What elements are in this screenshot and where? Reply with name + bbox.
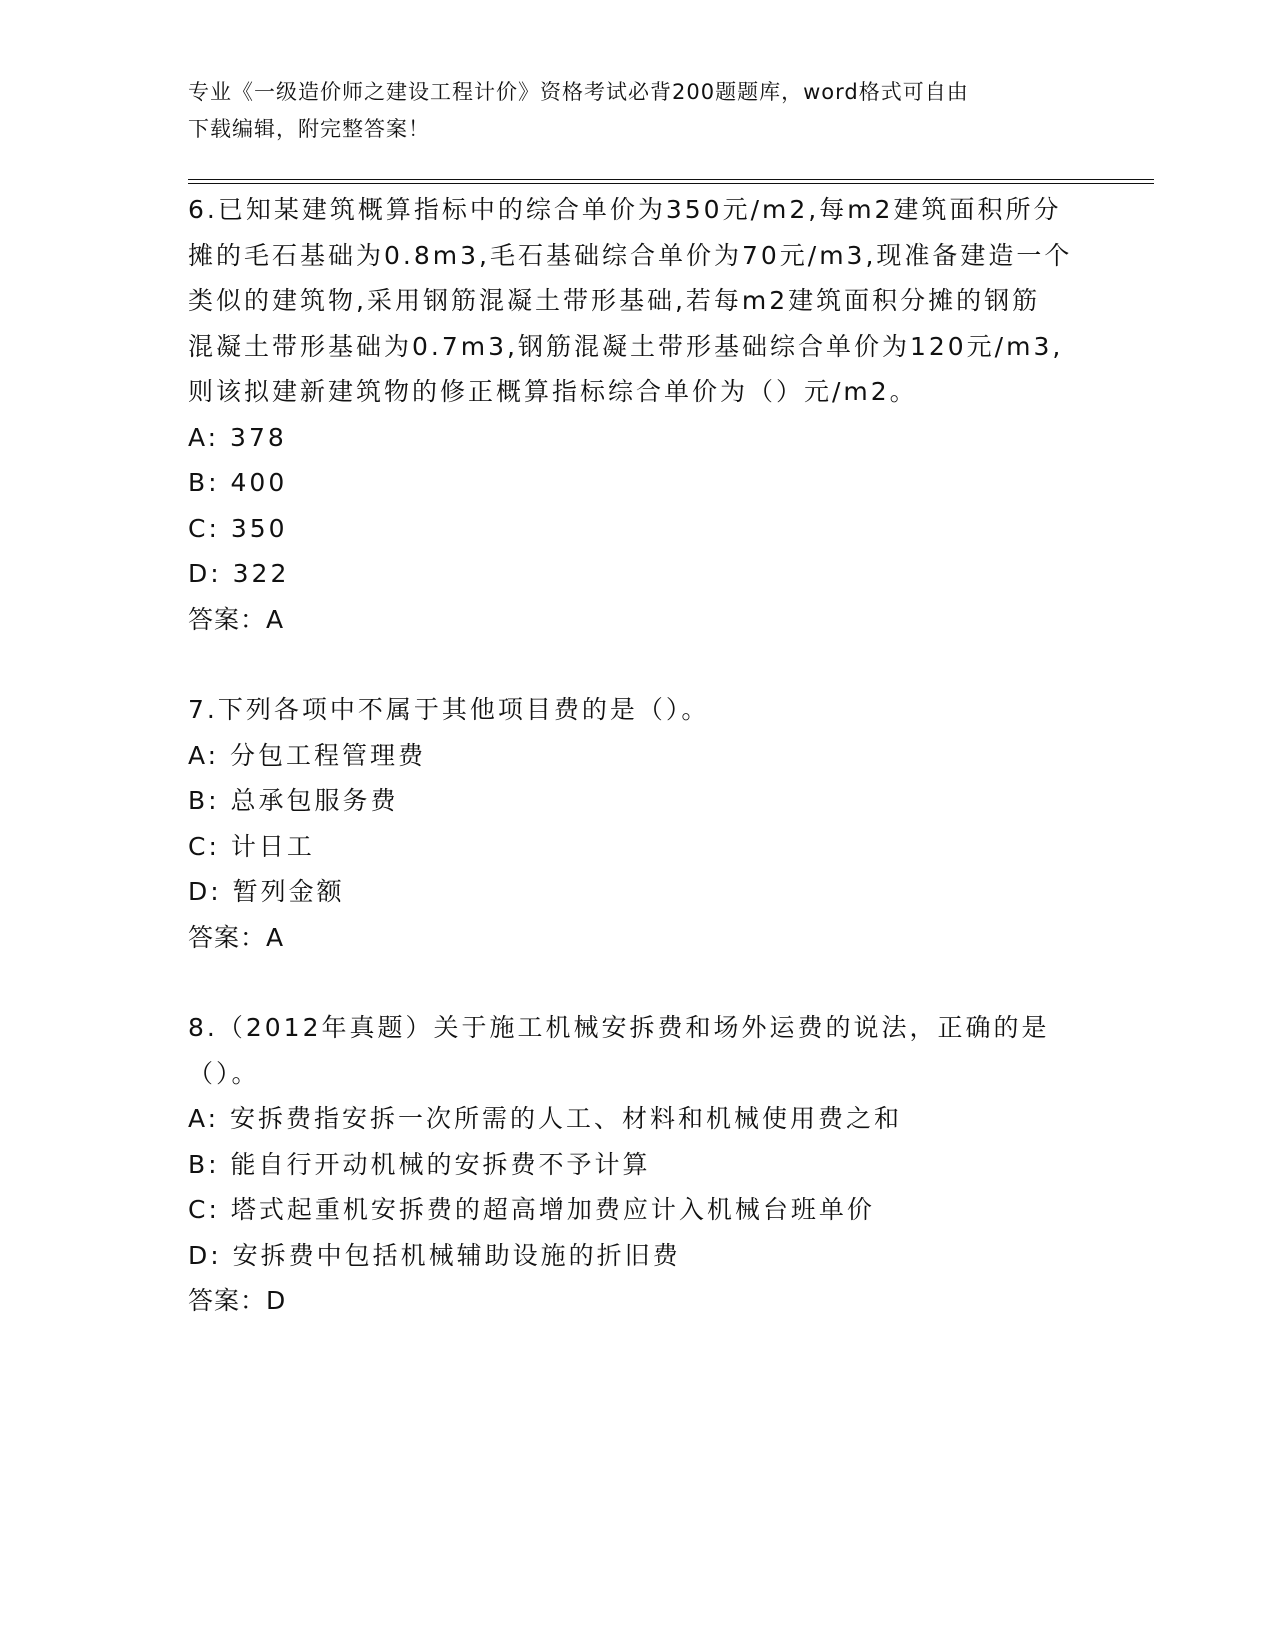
header-divider-bottom <box>188 183 1154 184</box>
answer-line: 答案：D <box>188 1286 287 1315</box>
option-text: 350 <box>230 513 288 543</box>
option-d <box>188 869 1088 915</box>
question-stem-line: 则该拟建新建筑物的修正概算指标综合单价为（）元/m2。 <box>188 377 918 406</box>
question-stem-line: （）。 <box>188 1058 260 1088</box>
option-a <box>188 733 1088 779</box>
question-8 <box>188 1005 1088 1324</box>
option-letter: D: <box>188 877 222 906</box>
option-letter: A: <box>188 422 220 452</box>
option-letter: B: <box>188 1149 220 1179</box>
option-b <box>188 460 1088 506</box>
question-stem-line: 摊的毛石基础为0.8m3,毛石基础综合单价为70元/m3,现准备建造一个 <box>188 240 1073 270</box>
option-text: 计日工 <box>230 831 315 861</box>
option-c <box>188 1187 1088 1233</box>
option-b <box>188 778 1088 824</box>
question-list <box>188 187 1088 1324</box>
header-line-1: 专业《一级造价师之建设工程计价》资格考试必背200题题库，word格式可自由 <box>188 80 969 104</box>
option-letter: A: <box>188 1104 220 1133</box>
option-letter: B: <box>188 468 220 497</box>
option-letter: B: <box>188 786 220 815</box>
option-letter: D: <box>188 1240 222 1270</box>
option-text: 400 <box>230 468 288 497</box>
option-text: 暂列金额 <box>232 877 345 906</box>
option-text: 安拆费中包括机械辅助设施的折旧费 <box>232 1240 681 1270</box>
question-stem-line: 混凝土带形基础为0.7m3,钢筋混凝土带形基础综合单价为120元/m3, <box>188 331 1064 361</box>
option-c <box>188 506 1088 552</box>
option-letter: C: <box>188 831 220 861</box>
question-stem-line: 类似的建筑物,采用钢筋混凝土带形基础,若每m2建筑面积分摊的钢筋 <box>188 286 1041 315</box>
question-stem-line: 7.下列各项中不属于其他项目费的是（）。 <box>188 695 710 724</box>
option-a <box>188 415 1088 461</box>
option-text: 能自行开动机械的安拆费不予计算 <box>230 1149 651 1179</box>
question-7 <box>188 687 1088 960</box>
option-c <box>188 824 1088 870</box>
option-text: 安拆费指安拆一次所需的人工、材料和机械使用费之和 <box>230 1104 903 1133</box>
option-text: 分包工程管理费 <box>230 740 427 770</box>
document-header <box>188 74 1088 148</box>
option-letter: C: <box>188 1195 220 1224</box>
question-stem-line: 6.已知某建筑概算指标中的综合单价为350元/m2,每m2建筑面积所分 <box>188 195 1062 224</box>
question-6 <box>188 187 1088 642</box>
option-text: 322 <box>232 559 290 588</box>
option-letter: A: <box>188 740 220 770</box>
answer-line: 答案：A <box>188 922 285 952</box>
header-divider-top <box>188 179 1154 180</box>
option-b <box>188 1142 1088 1188</box>
option-text: 总承包服务费 <box>230 786 399 815</box>
question-spacer <box>188 642 1088 687</box>
option-letter: C: <box>188 513 220 543</box>
option-text: 塔式起重机安拆费的超高增加费应计入机械台班单价 <box>230 1195 875 1224</box>
question-spacer <box>188 960 1088 1005</box>
question-stem-line: 8.（2012年真题）关于施工机械安拆费和场外运费的说法，正确的是 <box>188 1013 1050 1042</box>
option-text: 378 <box>230 422 287 452</box>
option-a <box>188 1096 1088 1142</box>
answer-line: 答案：A <box>188 604 285 634</box>
header-line-2: 下载编辑，附完整答案！ <box>188 117 430 141</box>
option-letter: D: <box>188 559 222 588</box>
option-d <box>188 551 1088 597</box>
option-d <box>188 1233 1088 1279</box>
